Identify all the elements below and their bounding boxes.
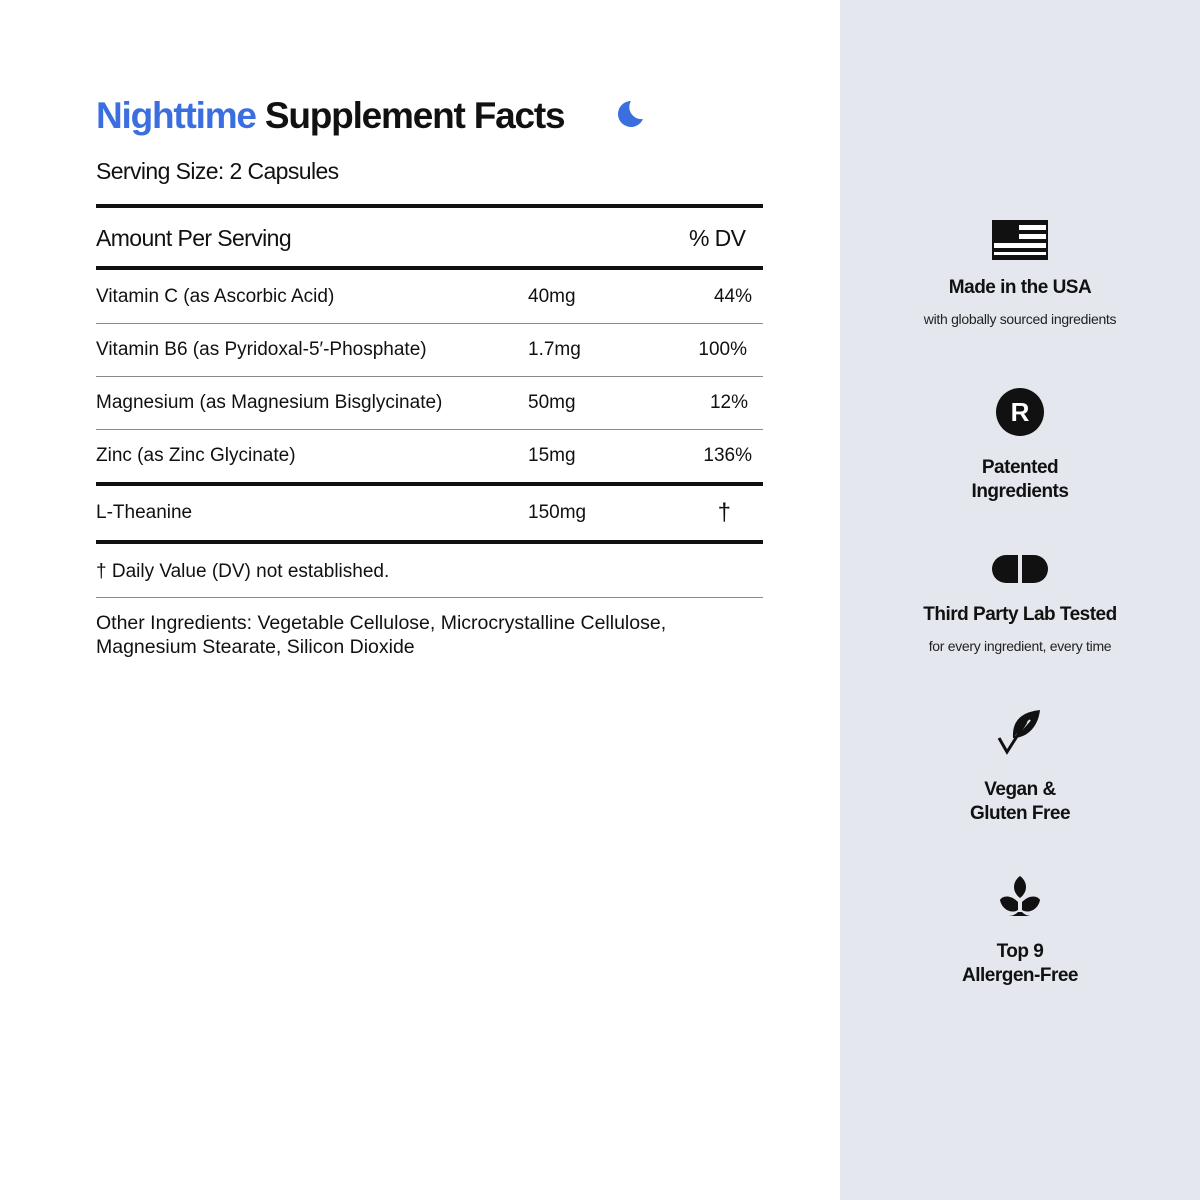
other-ingredients: Other Ingredients: Vegetable Cellulose, Microcrystalline Cellulose, Magnesium Stearate, Silicon Dioxide [96, 612, 667, 658]
header-bottom-rule [96, 266, 763, 270]
svg-text:R: R [1010, 397, 1030, 427]
us-flag-icon [992, 220, 1048, 260]
section-rule [96, 482, 763, 486]
feature-subtitle: for every ingredient, every time [928, 638, 1112, 654]
title-accent: Nighttime [96, 95, 256, 136]
nutrient-dv: 136% [703, 445, 752, 466]
dv-footnote: † Daily Value (DV) not established. [96, 561, 390, 582]
nutrient-amount: 150mg [528, 502, 587, 523]
leaf-check-icon [996, 708, 1044, 758]
nutrient-dv: 44% [713, 286, 752, 307]
table-row [96, 377, 763, 429]
feature-title: Patented Ingredients [971, 457, 1069, 502]
table-row [96, 324, 763, 376]
table-row [96, 430, 763, 482]
page-title [96, 94, 564, 138]
nutrient-amount: 1.7mg [528, 339, 581, 360]
nutrient-name: L-Theanine [96, 502, 193, 523]
title-rest: Supplement Facts [264, 95, 565, 136]
nutrient-dv: † [717, 499, 731, 526]
nutrient-name: Vitamin C (as Ascorbic Acid) [96, 286, 335, 307]
nutrient-name: Magnesium (as Magnesium Bisglycinate) [96, 392, 443, 413]
features-sidebar [840, 0, 1200, 1200]
sprout-icon [998, 874, 1042, 918]
registered-icon [996, 388, 1044, 436]
feature-title: Vegan & Gluten Free [969, 779, 1071, 824]
table-row [96, 271, 763, 323]
nutrient-amount: 40mg [528, 286, 576, 307]
table-row [96, 487, 763, 539]
feature-title: Third Party Lab Tested [923, 604, 1117, 625]
feature-title: Made in the USA [948, 277, 1092, 298]
capsule-icon [992, 555, 1048, 583]
serving-size: Serving Size: 2 Capsules [96, 158, 339, 184]
dv-header: % DV [689, 225, 746, 251]
feature-subtitle: with globally sourced ingredients [923, 311, 1117, 327]
nutrient-dv: 12% [709, 392, 748, 413]
nutrient-name: Zinc (as Zinc Glycinate) [96, 445, 296, 466]
table-bottom-rule [96, 540, 763, 544]
nutrient-amount: 15mg [528, 445, 576, 466]
nutrient-name: Vitamin B6 (as Pyridoxal-5′-Phosphate) [96, 339, 427, 360]
amount-per-serving-header: Amount Per Serving [96, 225, 292, 251]
nutrient-amount: 50mg [528, 392, 576, 413]
footnote-divider [96, 597, 763, 598]
moon-icon [616, 98, 648, 130]
feature-title: Top 9 Allergen-Free [962, 941, 1078, 986]
table-top-rule [96, 204, 763, 208]
nutrient-dv: 100% [698, 339, 747, 360]
